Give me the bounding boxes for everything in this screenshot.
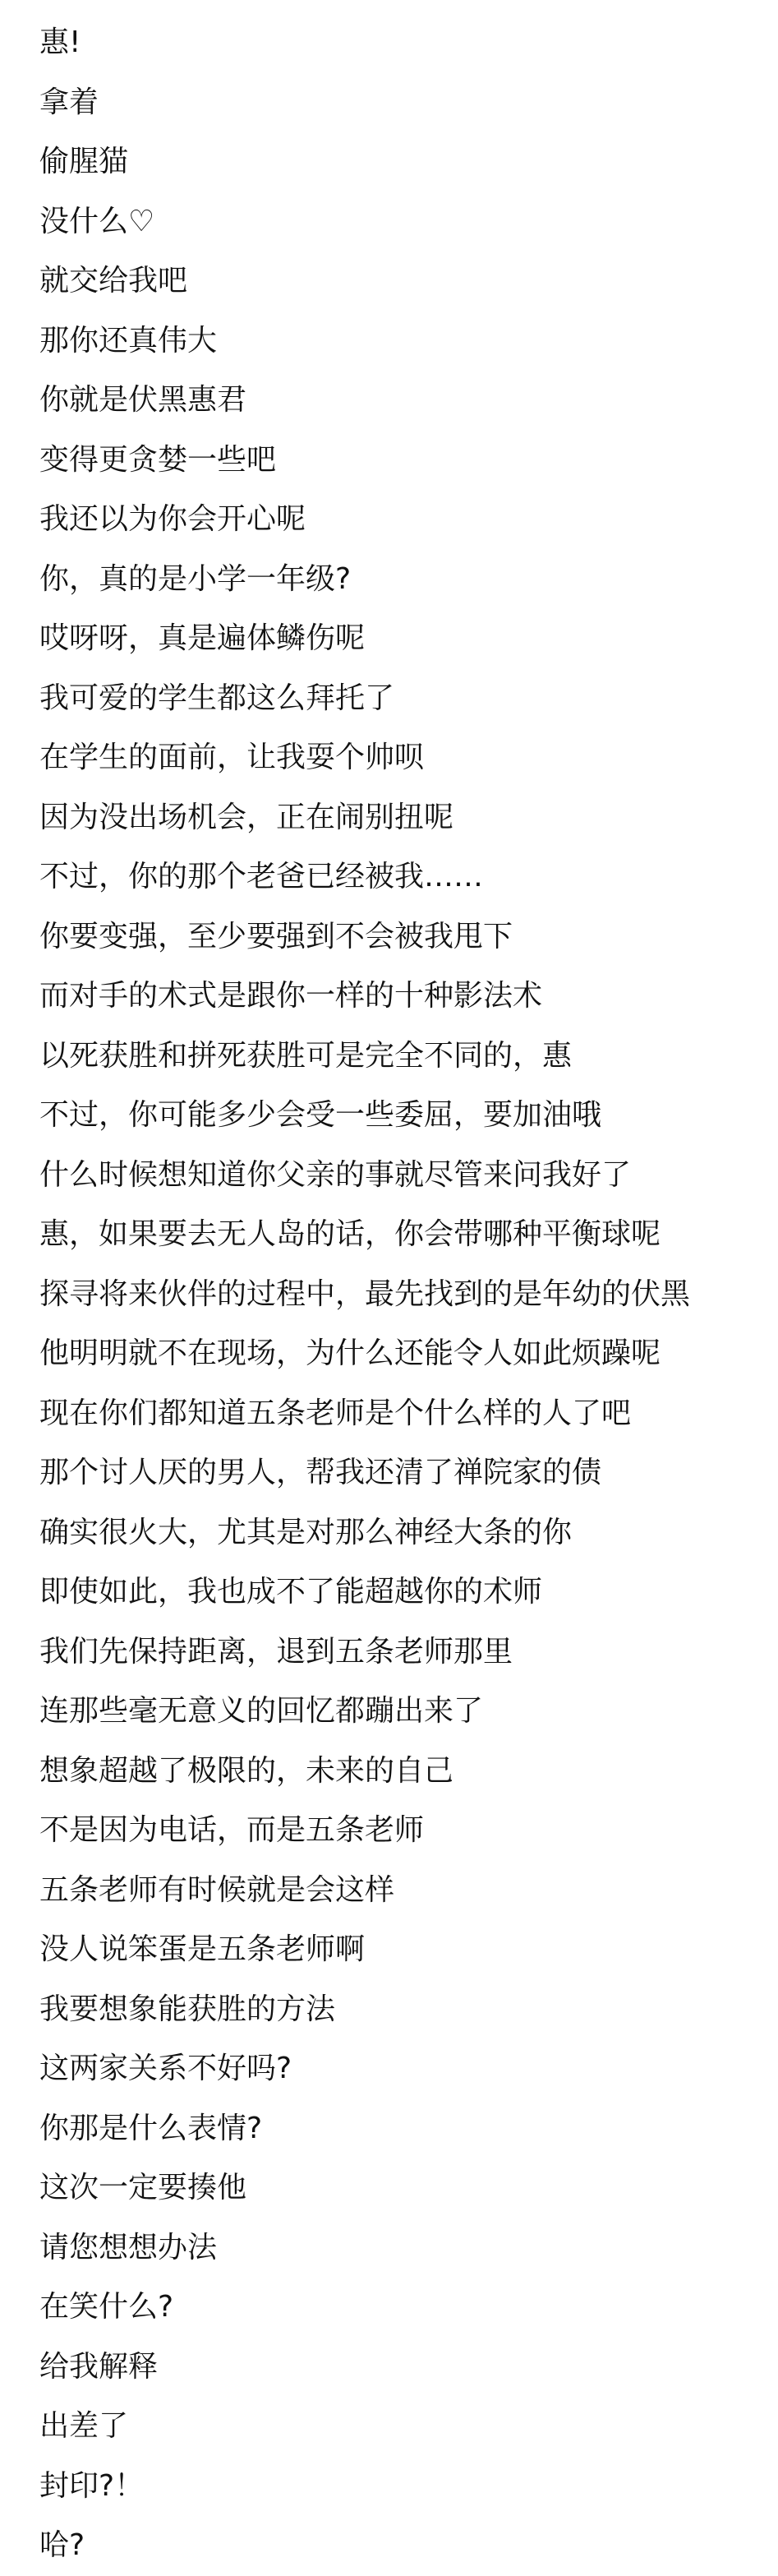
text-line: 什么时候想知道你父亲的事就尽管来问我好了 — [39, 1157, 632, 1192]
text-line: 现在你们都知道五条老师是个什么样的人了吧 — [39, 1396, 632, 1430]
text-line: 我们先保持距离，退到五条老师那里 — [39, 1634, 513, 1669]
text-line: 哎呀呀，真是遍体鳞伤呢 — [39, 621, 366, 655]
text-line: 五条老师有时候就是会这样 — [39, 1872, 395, 1907]
text-line: 确实很火大，尤其是对那么神经大条的你 — [39, 1515, 573, 1549]
text-line: 惠! — [39, 25, 81, 59]
text-line: 请您想想办法 — [39, 2230, 218, 2264]
text-line: 那个讨人厌的男人，帮我还清了禅院家的债 — [39, 1456, 602, 1489]
text-line: 给我解释 — [39, 2349, 159, 2384]
text-line: 不过，你的那个老爸已经被我…… — [39, 860, 484, 893]
text-line: 在笑什么? — [39, 2290, 174, 2324]
text-line: 这两家关系不好吗? — [39, 2052, 292, 2085]
text-line: 你就是伏黑惠君 — [39, 383, 247, 417]
text-list — [39, 13, 762, 2576]
text-line: 因为没出场机会，正在闹别扭呢 — [39, 800, 454, 834]
text-line: 不过，你可能多少会受一些委屈，要加油哦 — [39, 1098, 602, 1132]
text-line: 想象超越了极限的，未来的自己 — [39, 1753, 454, 1788]
text-line: 变得更贪婪一些吧 — [39, 442, 277, 477]
text-line: 那你还真伟大 — [39, 323, 218, 358]
text-line: 就交给我吧 — [39, 264, 188, 298]
text-line: 你，真的是小学一年级? — [39, 561, 352, 596]
text-line: 你那是什么表情? — [39, 2111, 263, 2145]
text-line: 出差了 — [39, 2409, 129, 2443]
text-line: 连那些毫无意义的回忆都蹦出来了 — [39, 1694, 484, 1728]
text-line: 我要想象能获胜的方法 — [39, 1992, 336, 2026]
text-line: 惠，如果要去无人岛的话，你会带哪种平衡球呢 — [39, 1217, 661, 1251]
text-line: 以死获胜和拼死获胜可是完全不同的，惠 — [39, 1038, 573, 1073]
text-line: 在学生的面前，让我耍个帅呗 — [39, 741, 425, 774]
text-line: 他明明就不在现场，为什么还能令人如此烦躁呢 — [39, 1336, 661, 1370]
text-line: 封印?！ — [39, 2468, 145, 2503]
text-line: 我还以为你会开心呢 — [39, 502, 306, 536]
text-line: 你要变强，至少要强到不会被我甩下 — [39, 919, 513, 953]
text-line: 探寻将来伙伴的过程中，最先找到的是年幼的伏黑 — [39, 1276, 691, 1311]
text-line: 没什么♡ — [39, 204, 155, 238]
text-line: 即使如此，我也成不了能超越你的术师 — [39, 1575, 543, 1609]
text-line: 而对手的术式是跟你一样的十种影法术 — [39, 979, 543, 1013]
text-line: 没人说笨蛋是五条老师啊 — [39, 1932, 366, 1966]
text-line: 不是因为电话，而是五条老师 — [39, 1813, 425, 1847]
text-line: 拿着 — [39, 85, 99, 119]
text-line: 哈? — [39, 2528, 85, 2562]
text-line: 偷腥猫 — [39, 145, 129, 178]
text-line: 我可爱的学生都这么拜托了 — [39, 681, 395, 715]
text-line: 这次一定要揍他 — [39, 2171, 247, 2204]
